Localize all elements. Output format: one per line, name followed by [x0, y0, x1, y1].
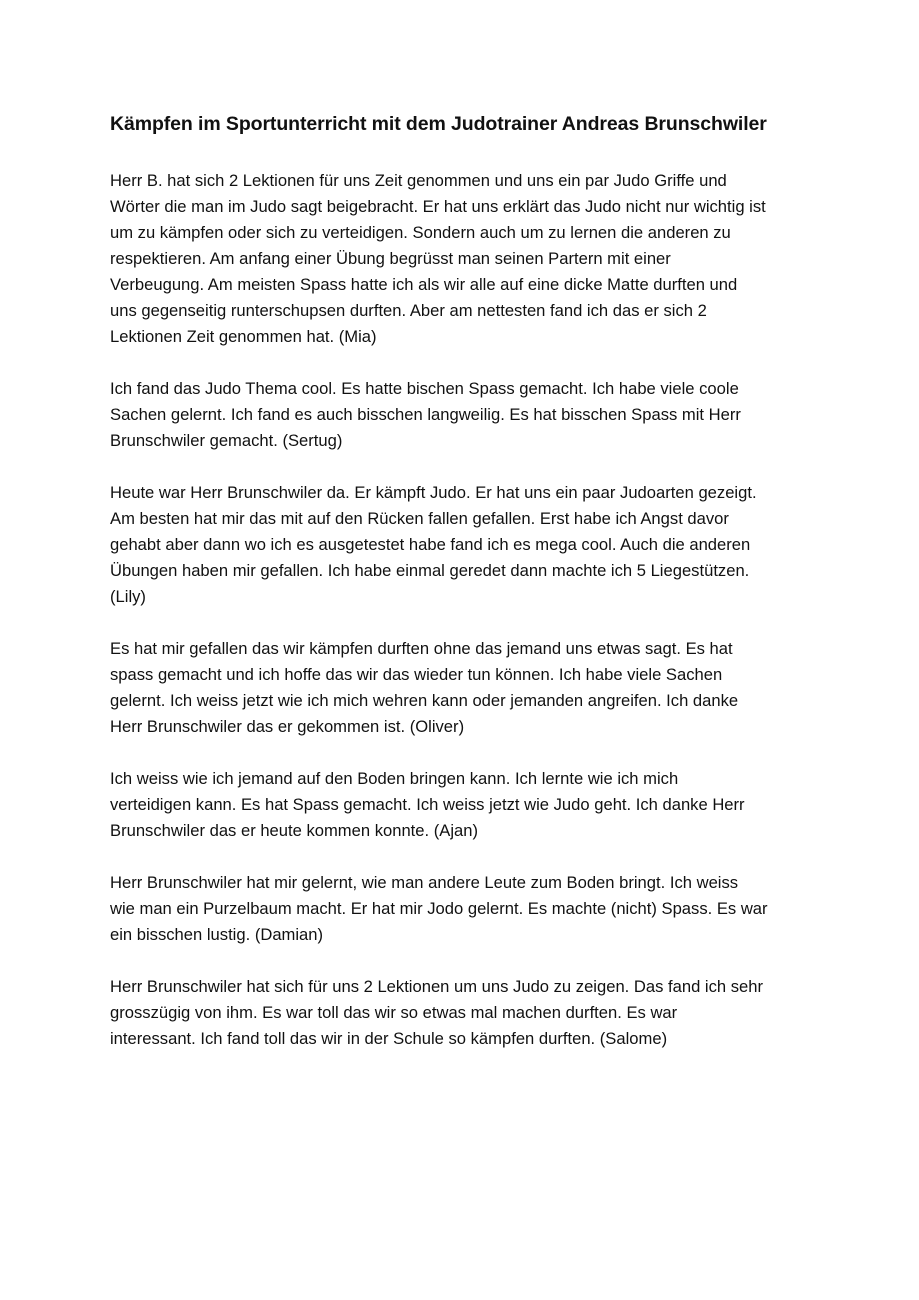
paragraph-line: Brunschwiler gemacht. (Sertug) [110, 431, 343, 450]
document-page [110, 111, 815, 1078]
paragraph-line: (Lily) [110, 587, 146, 606]
paragraph-line: Herr Brunschwiler hat mir gelernt, wie man andere Leute zum Boden bringt. Ich weiss [110, 873, 739, 892]
paragraph [110, 870, 815, 948]
paragraph-line: uns gegenseitig runterschupsen durften. Aber am nettesten fand ich das er sich 2 [110, 301, 707, 320]
paragraph-line: Ich fand das Judo Thema cool. Es hatte bischen Spass gemacht. Ich habe viele coole [110, 379, 739, 398]
paragraph-line: Heute war Herr Brunschwiler da. Er kämpft Judo. Er hat uns ein paar Judoarten gezeigt. [110, 483, 757, 502]
paragraph-line: Es hat mir gefallen das wir kämpfen durften ohne das jemand uns etwas sagt. Es hat [110, 639, 733, 658]
paragraph-line: verteidigen kann. Es hat Spass gemacht. Ich weiss jetzt wie Judo geht. Ich danke Herr [110, 795, 745, 814]
paragraph-line: Brunschwiler das er heute kommen konnte. (Ajan) [110, 821, 479, 840]
paragraph-line: wie man ein Purzelbaum macht. Er hat mir Jodo gelernt. Es machte (nicht) Spass. Es war [110, 899, 768, 918]
paragraph [110, 480, 815, 610]
paragraph-line: Sachen gelernt. Ich fand es auch bisschen langweilig. Es hat bisschen Spass mit Herr [110, 405, 741, 424]
paragraph-line: Herr Brunschwiler hat sich für uns 2 Lektionen um uns Judo zu zeigen. Das fand ich sehr [110, 977, 764, 996]
paragraph-line: interessant. Ich fand toll das wir in der Schule so kämpfen durften. (Salome) [110, 1029, 668, 1048]
paragraph [110, 168, 815, 350]
document-title: Kämpfen im Sportunterricht mit dem Judotrainer Andreas Brunschwiler [110, 113, 767, 135]
paragraph-line: um zu kämpfen oder sich zu verteidigen. Sondern auch um zu lernen die anderen zu [110, 223, 731, 242]
paragraph [110, 766, 815, 844]
paragraph-line: Wörter die man im Judo sagt beigebracht. Er hat uns erklärt das Judo nicht nur wichtig ist [110, 197, 766, 216]
paragraph-line: Herr B. hat sich 2 Lektionen für uns Zeit genommen und uns ein par Judo Griffe und [110, 171, 727, 190]
paragraph-line: Herr Brunschwiler das er gekommen ist. (Oliver) [110, 717, 465, 736]
paragraph-line: respektieren. Am anfang einer Übung begrüsst man seinen Partern mit einer [110, 249, 671, 268]
paragraph-line: ein bisschen lustig. (Damian) [110, 925, 324, 944]
paragraph-line: Ich weiss wie ich jemand auf den Boden bringen kann. Ich lernte wie ich mich [110, 769, 679, 788]
paragraph-line: Verbeugung. Am meisten Spass hatte ich als wir alle auf eine dicke Matte durften und [110, 275, 738, 294]
paragraph [110, 376, 815, 454]
paragraph-line: gelernt. Ich weiss jetzt wie ich mich wehren kann oder jemanden angreifen. Ich danke [110, 691, 739, 710]
paragraph-list [110, 168, 815, 1052]
paragraph [110, 974, 815, 1052]
paragraph-line: spass gemacht und ich hoffe das wir das wieder tun können. Ich habe viele Sachen [110, 665, 723, 684]
paragraph-line: gehabt aber dann wo ich es ausgetestet habe fand ich es mega cool. Auch die anderen [110, 535, 751, 554]
paragraph-line: Übungen haben mir gefallen. Ich habe einmal geredet dann machte ich 5 Liegestützen. [110, 561, 750, 580]
paragraph [110, 636, 815, 740]
paragraph-line: grosszügig von ihm. Es war toll das wir so etwas mal machen durften. Es war [110, 1003, 678, 1022]
paragraph-line: Lektionen Zeit genommen hat. (Mia) [110, 327, 377, 346]
paragraph-line: Am besten hat mir das mit auf den Rücken fallen gefallen. Erst habe ich Angst davor [110, 509, 729, 528]
